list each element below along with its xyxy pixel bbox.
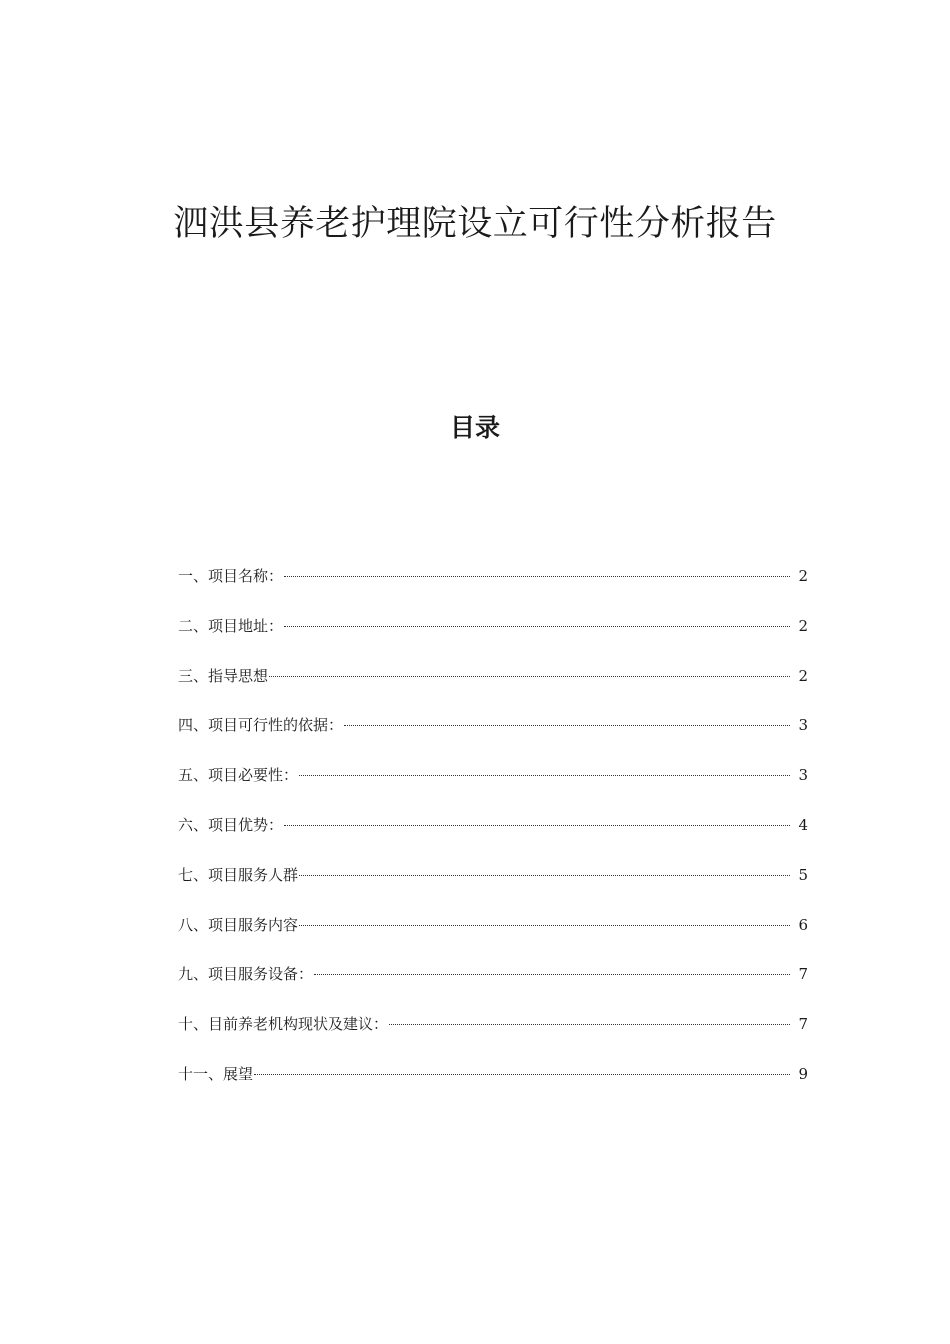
toc-entry[interactable]: [178, 662, 808, 712]
toc-dot-leader: [299, 774, 790, 776]
toc-entry[interactable]: [178, 960, 808, 1010]
toc-heading: 目录: [449, 413, 500, 442]
toc-dot-leader: [299, 874, 790, 876]
toc-entry[interactable]: [178, 711, 808, 761]
toc-page-number: 9: [798, 1064, 808, 1083]
toc-dot-leader: [254, 1073, 790, 1075]
toc-dot-leader: [299, 924, 790, 926]
table-of-contents: [178, 562, 808, 1110]
toc-dot-leader: [389, 1023, 790, 1025]
toc-entry[interactable]: [178, 911, 808, 961]
toc-entry[interactable]: [178, 1010, 808, 1060]
toc-entry-label: 九、项目服务设备：: [178, 965, 314, 984]
toc-entry-label: 三、指导思想: [178, 666, 269, 685]
document-title: 泗洪县养老护理院设立可行性分析报告: [173, 204, 777, 244]
toc-entry[interactable]: [178, 562, 808, 612]
toc-dot-leader: [284, 625, 790, 627]
toc-dot-leader: [284, 575, 790, 577]
toc-entry-label: 二、项目地址：: [178, 616, 284, 635]
toc-page-number: 5: [798, 865, 808, 884]
toc-page-number: 3: [798, 716, 808, 735]
toc-entry-label: 十一、展望: [178, 1064, 254, 1083]
toc-dot-leader: [344, 724, 790, 726]
toc-page-number: 7: [798, 965, 808, 984]
toc-entry[interactable]: [178, 861, 808, 911]
toc-entry-label: 五、项目必要性：: [178, 766, 299, 785]
toc-entry[interactable]: [178, 761, 808, 811]
toc-page-number: 2: [798, 616, 808, 635]
toc-entry-label: 十、目前养老机构现状及建议：: [178, 1015, 389, 1034]
toc-page-number: 6: [798, 915, 808, 934]
toc-page-number: 4: [798, 815, 808, 834]
toc-entry[interactable]: [178, 612, 808, 662]
toc-entry-label: 七、项目服务人群: [178, 865, 299, 884]
toc-entry-label: 四、项目可行性的依据：: [178, 716, 344, 735]
toc-page-number: 3: [798, 766, 808, 785]
toc-page-number: 2: [798, 567, 808, 585]
toc-entry[interactable]: [178, 1060, 808, 1110]
toc-dot-leader: [284, 824, 790, 826]
toc-page-number: 7: [798, 1015, 808, 1034]
toc-dot-leader: [314, 973, 790, 975]
toc-entry[interactable]: [178, 811, 808, 861]
toc-entry-label: 一、项目名称：: [178, 567, 284, 585]
toc-entry-label: 六、项目优势：: [178, 815, 284, 834]
toc-entry-label: 八、项目服务内容: [178, 915, 299, 934]
toc-dot-leader: [269, 675, 790, 677]
toc-page-number: 2: [798, 666, 808, 685]
